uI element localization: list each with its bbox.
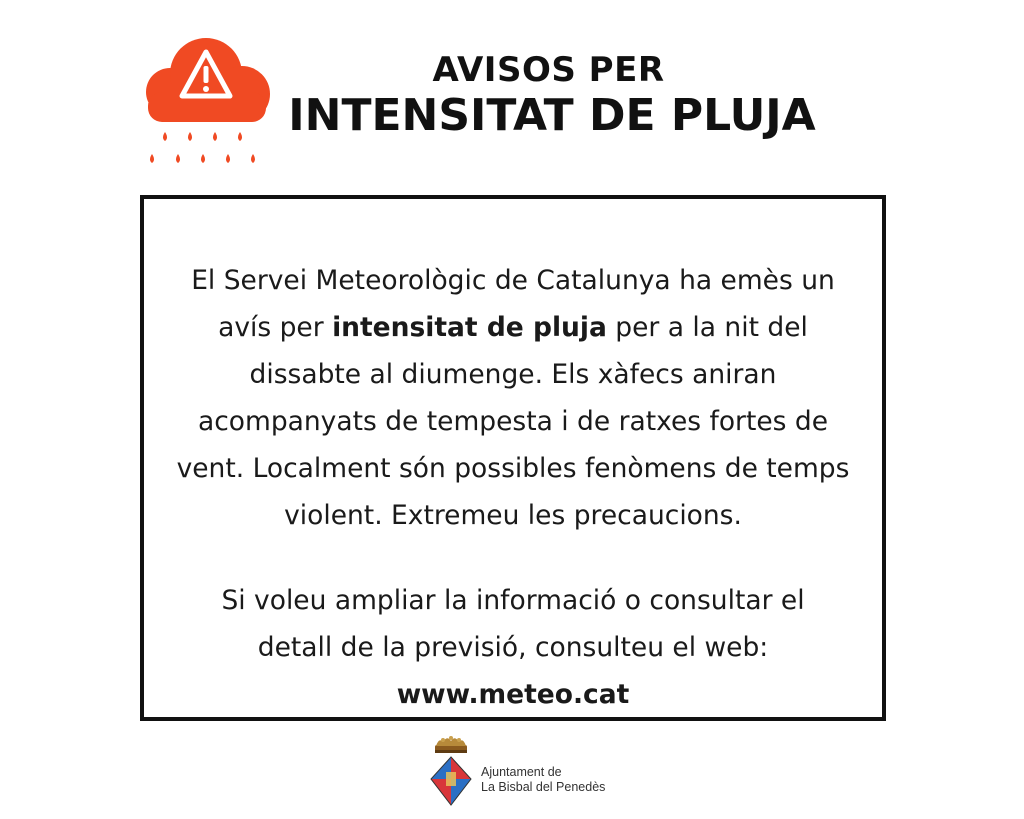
town-council-logo [426, 733, 606, 808]
town-council-line-1: Ajuntament de [481, 765, 562, 779]
town-council-line-2: La Bisbal del Penedès [481, 780, 606, 794]
notice-p1-after: per a la nit del dissabte al diumenge. Els xàfecs aniran acompanyats de tempesta i de ratxes fortes de vent. Localment són possibles fenòmens de temps violent. Extremeu les precaucions. [176, 312, 850, 531]
town-council-name [481, 765, 605, 795]
notice-paragraph-2: Si voleu ampliar la informació o consultar el detall de la previsió, consulteu el web: [221, 585, 805, 663]
website-link[interactable]: www.meteo.cat [396, 679, 630, 710]
title-line-1: AVISOS PER [432, 50, 665, 90]
notice-p1-before: El Servei Meteorològic de Catalunya ha emès un avís per [191, 265, 835, 343]
coat-of-arms-icon [429, 755, 473, 807]
notice-paragraph-1 [144, 257, 882, 539]
notice-p1-bold: intensitat de pluja [332, 312, 607, 343]
notice-box [140, 195, 886, 721]
title-line-2: INTENSITAT DE PLUJA [288, 90, 816, 141]
notice-text [144, 257, 882, 718]
crown-icon [431, 733, 471, 755]
